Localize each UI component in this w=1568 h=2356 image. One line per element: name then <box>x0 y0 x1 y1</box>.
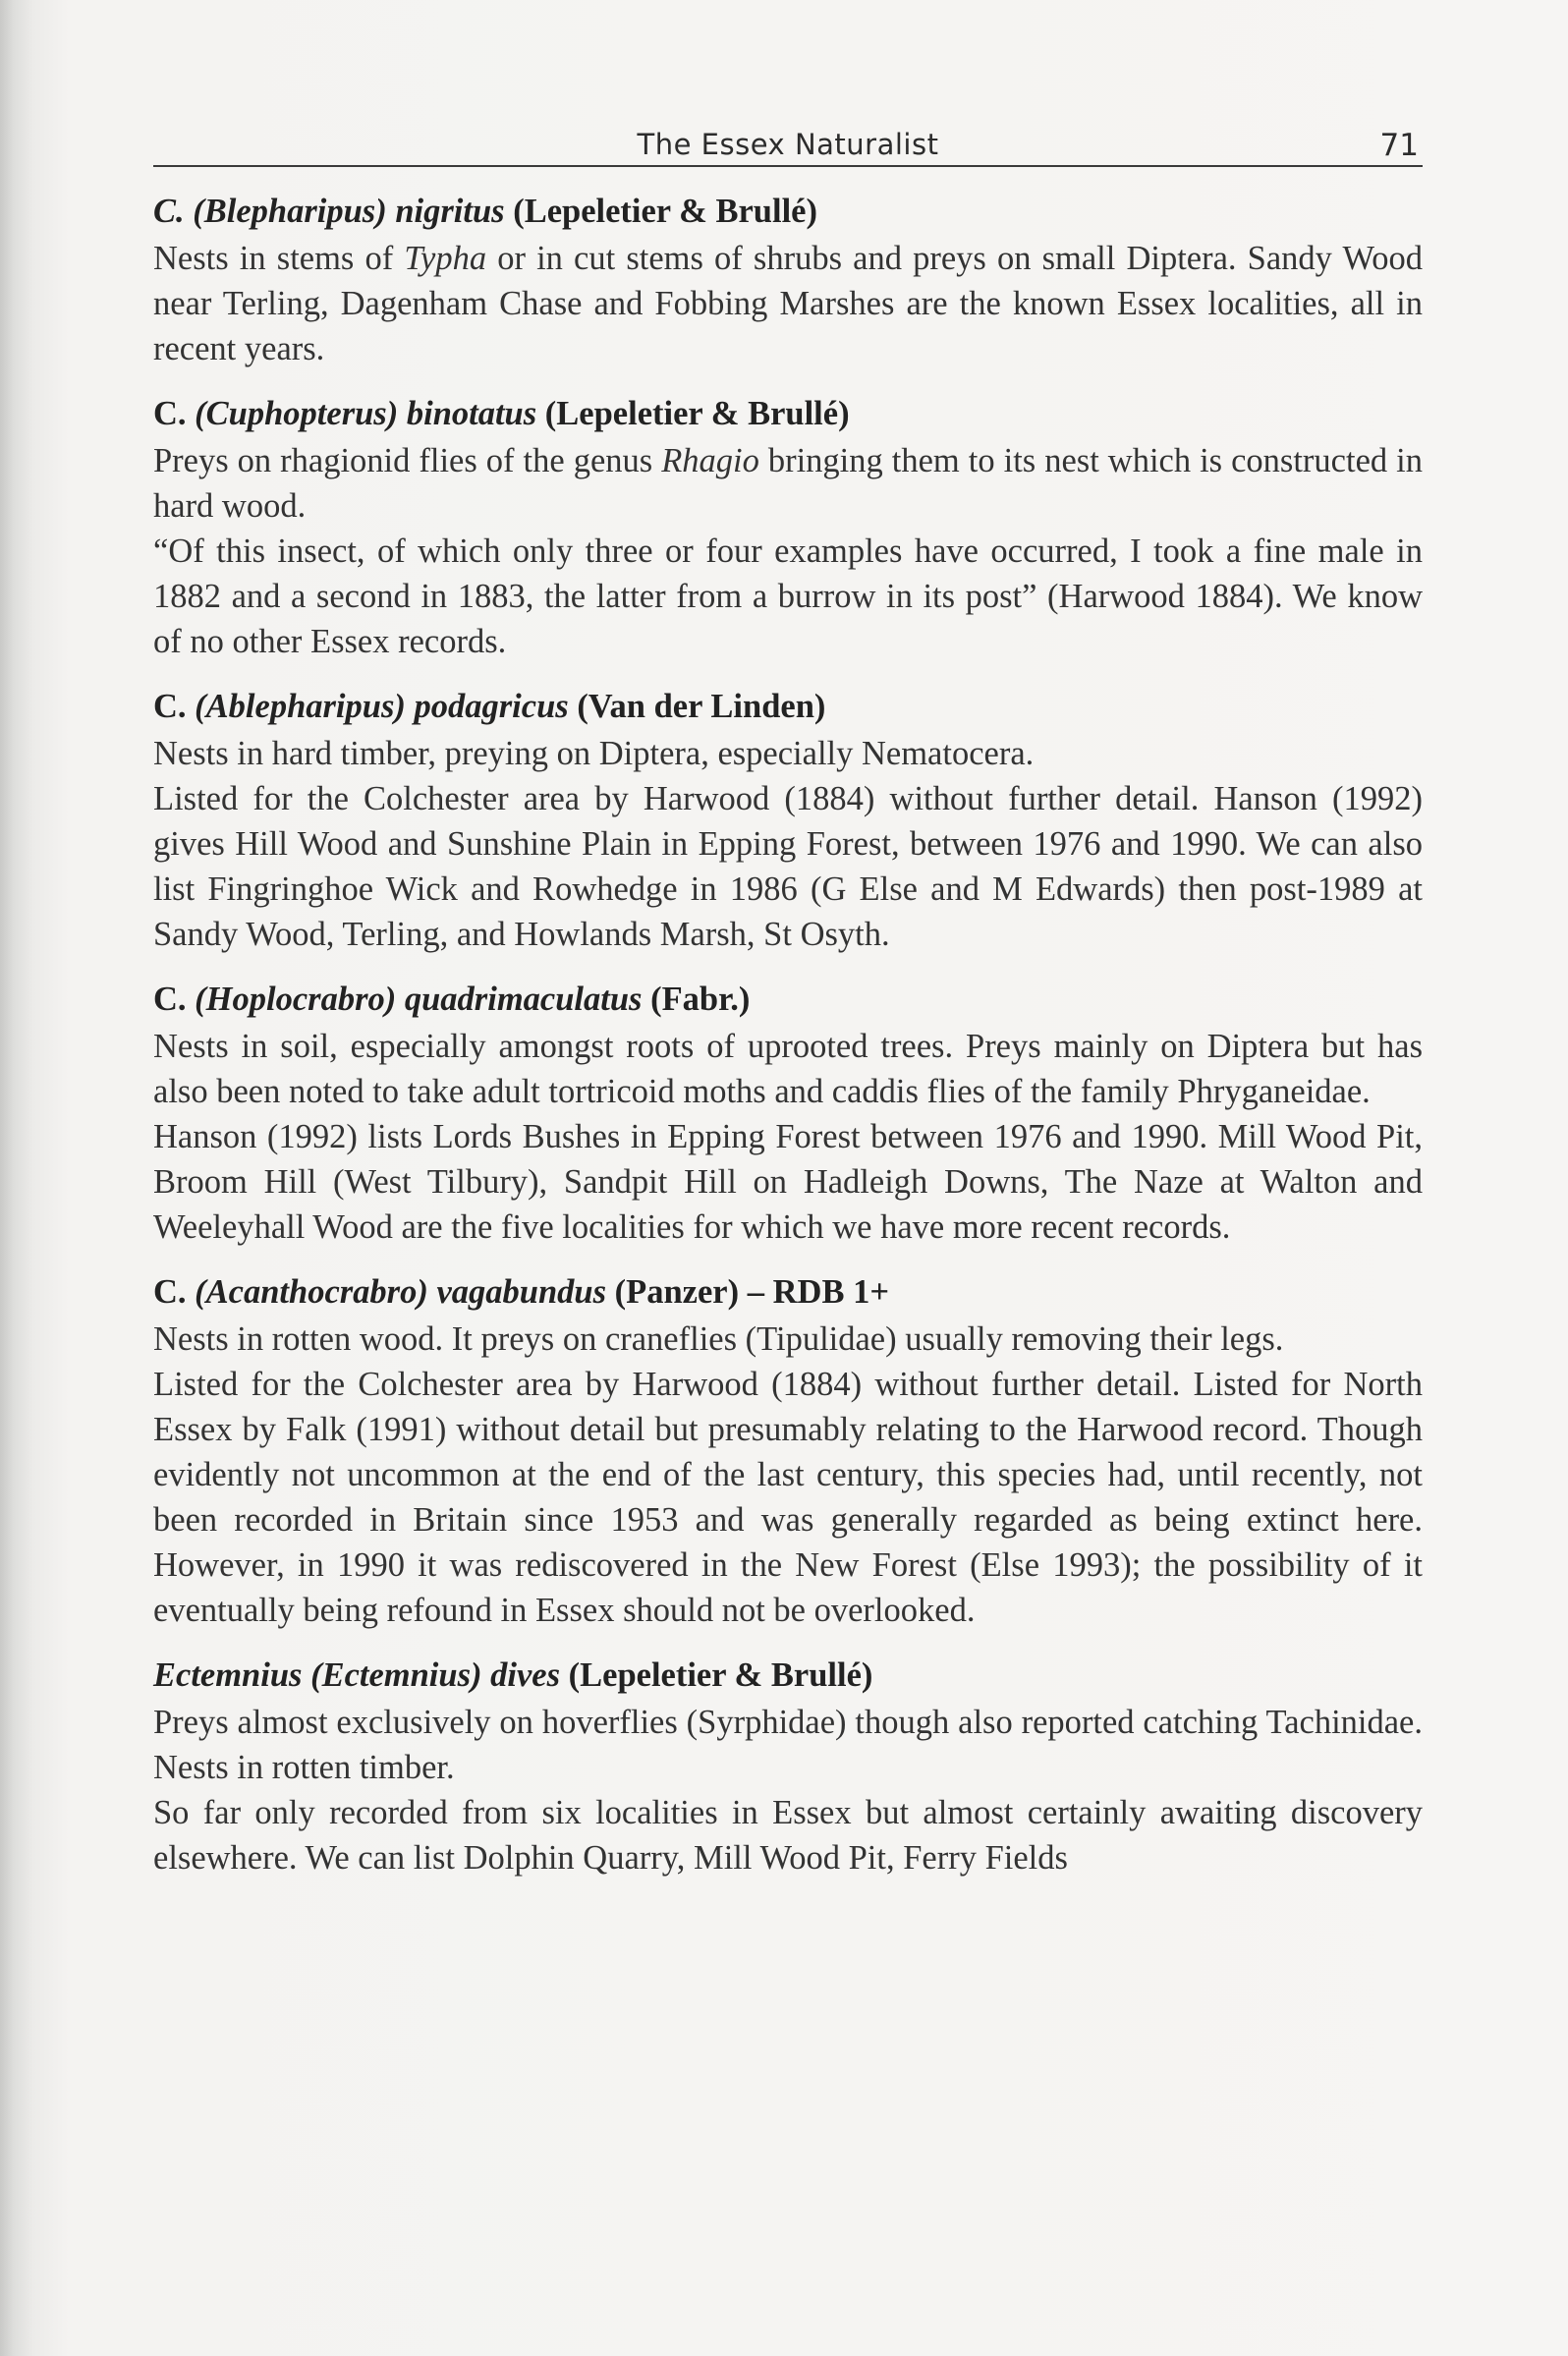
species-name: vagabundus <box>436 1273 607 1311</box>
species-name: binotatus <box>406 395 537 432</box>
subgenus-name: (Cuphopterus) <box>195 395 399 432</box>
subgenus-name: (Acanthocrabro) <box>195 1273 428 1311</box>
species-authority: (Fabr.) <box>650 981 751 1018</box>
species-entry <box>153 977 1423 1250</box>
genus-name: C. <box>153 981 187 1018</box>
species-authority: (Van der Linden) <box>577 688 826 725</box>
species-heading <box>153 1269 1423 1315</box>
genus-name: Ectemnius <box>153 1656 303 1694</box>
running-title: The Essex Naturalist <box>637 128 939 161</box>
subgenus-name: (Ectemnius) <box>310 1656 482 1694</box>
species-authority: (Lepeletier & Brullé) <box>513 193 817 230</box>
species-heading <box>153 684 1423 729</box>
species-authority: (Lepeletier & Brullé) <box>568 1656 873 1694</box>
species-entry <box>153 391 1423 664</box>
paragraph-text: Nests in hard timber, preying on Diptera, especially Nematocera. <box>153 735 1035 772</box>
subgenus-name: (Blepharipus) <box>193 193 387 230</box>
paragraph-text: or in cut stems of shrubs and preys on small Diptera. Sandy Wood near Terling, Dagenham Chase and Fobbing Marshes are the known Essex localities, all in recent years. <box>153 240 1423 367</box>
entry-paragraph <box>153 776 1423 957</box>
entry-paragraph <box>153 1700 1423 1790</box>
species-name: dives <box>490 1656 561 1694</box>
page-number: 71 <box>1379 128 1419 163</box>
species-heading <box>153 1653 1423 1698</box>
paragraph-italic-term: Rhagio <box>661 442 759 479</box>
species-heading <box>153 189 1423 234</box>
species-name: quadrimaculatus <box>404 981 643 1018</box>
entry-paragraph <box>153 731 1423 776</box>
entry-paragraph <box>153 1317 1423 1362</box>
genus-name: C. <box>153 688 187 725</box>
paragraph-text: “Of this insect, of which only three or four examples have occurred, I took a fine male in 1882 and a second in 1883, the latter from a burrow in its post” (Harwood 1884). We know of no other Essex records. <box>153 533 1423 660</box>
species-entries <box>153 167 1423 1880</box>
entry-paragraph <box>153 1362 1423 1633</box>
paragraph-italic-term: Typha <box>404 240 487 277</box>
entry-paragraph <box>153 529 1423 664</box>
paragraph-text: Preys on rhagionid flies of the genus <box>153 442 662 479</box>
species-heading <box>153 977 1423 1022</box>
genus-name: C. <box>153 395 187 432</box>
genus-name: C. <box>153 193 185 230</box>
paragraph-text: So far only recorded from six localities in Essex but almost certainly awaiting discovery elsewhere. We can list Dolphin Quarry, Mill Wood Pit, Ferry Fields <box>153 1794 1423 1877</box>
entry-paragraph <box>153 438 1423 529</box>
paragraph-text: Listed for the Colchester area by Harwood (1884) without further detail. Hanson (1992) gives Hill Wood and Sunshine Plain in Epping Forest, between 1976 and 1990. We can also list Fingringhoe Wick and Rowhedge in 1986 (G Else and M Edwards) then post-1989 at Sandy Wood, Terling, and Howlands Marsh, St Osyth. <box>153 780 1423 953</box>
subgenus-name: (Hoplocrabro) <box>195 981 397 1018</box>
paragraph-text: Preys almost exclusively on hoverflies (Syrphidae) though also reported catching Tachinidae. Nests in rotten timber. <box>153 1704 1423 1786</box>
species-name: nigritus <box>395 193 505 230</box>
paragraph-text: Nests in stems of <box>153 240 405 277</box>
entry-paragraph <box>153 1790 1423 1880</box>
species-name: podagricus <box>414 688 569 725</box>
entry-paragraph <box>153 236 1423 371</box>
species-authority: (Lepeletier & Brullé) <box>544 395 850 432</box>
paragraph-text: Listed for the Colchester area by Harwood (1884) without further detail. Listed for North Essex by Falk (1991) without detail but presumably relating to the Harwood record. Though evidently not uncommon at the end of the last century, this species had, until recently, not been recorded in Britain since 1953 and was generally regarded as being extinct here. However, in 1990 it was rediscovered in the New Forest (Else 1993); the possibility of it eventually being refound in Essex should not be overlooked. <box>153 1366 1423 1629</box>
species-entry <box>153 1653 1423 1880</box>
running-header <box>153 116 1423 167</box>
species-authority: (Panzer) <box>614 1273 740 1311</box>
entry-paragraph <box>153 1114 1423 1250</box>
paragraph-text: Nests in rotten wood. It preys on craneflies (Tipulidae) usually removing their legs. <box>153 1320 1284 1358</box>
species-entry <box>153 684 1423 957</box>
paragraph-text: Hanson (1992) lists Lords Bushes in Epping Forest between 1976 and 1990. Mill Wood Pit, Broom Hill (West Tilbury), Sandpit Hill on Hadleigh Downs, The Naze at Walton and Weeleyhall Wood are the five localities for which we have more recent records. <box>153 1118 1423 1246</box>
paragraph-text: bringing them to its nest which is constructed in hard wood. <box>153 442 1423 525</box>
species-entry <box>153 189 1423 371</box>
paragraph-text: Nests in soil, especially amongst roots of uprooted trees. Preys mainly on Diptera but has also been noted to take adult tortricoid moths and caddis flies of the family Phryganeidae. <box>153 1028 1423 1110</box>
species-entry <box>153 1269 1423 1633</box>
genus-name: C. <box>153 1273 187 1311</box>
page-content <box>153 116 1423 1900</box>
entry-paragraph <box>153 1024 1423 1114</box>
species-heading <box>153 391 1423 436</box>
subgenus-name: (Ablepharipus) <box>195 688 406 725</box>
conservation-status: – RDB 1+ <box>747 1273 889 1311</box>
